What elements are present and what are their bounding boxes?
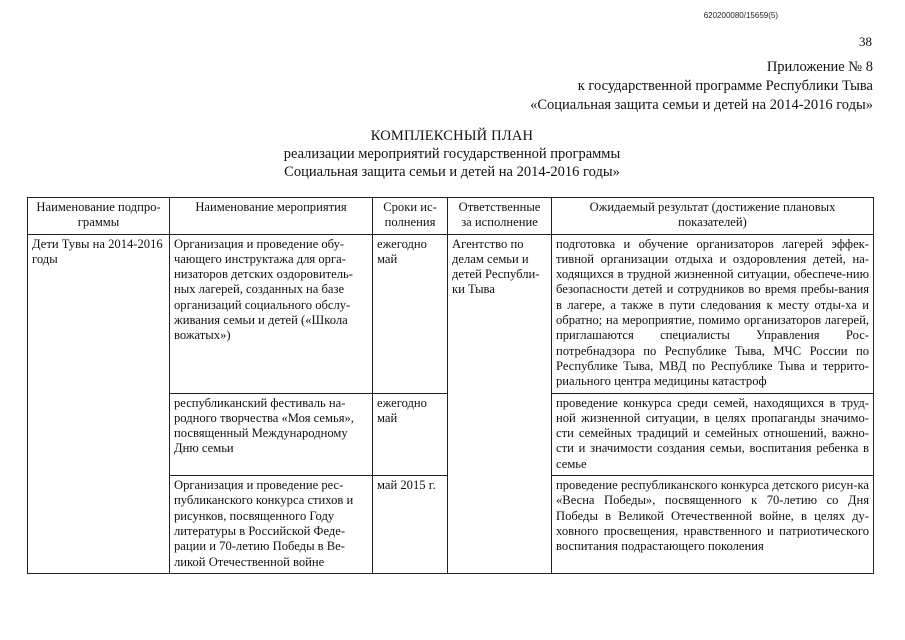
header-result: Ожидаемый результат (достижение плановых показателей) (552, 198, 874, 235)
page-number: 38 (859, 34, 872, 49)
header-activity: Наименование мероприятия (170, 198, 373, 235)
deadline-cell: май 2015 г. (373, 476, 448, 574)
appendix-line-1: Приложение № 8 (766, 59, 873, 75)
document-title (247, 127, 657, 181)
appendix-line-3: «Социальная защита семьи и детей на 2014-2016 годы» (530, 97, 873, 113)
result-cell: подготовка и обучение организаторов лагерей эффек-тивной организации отдыха и оздоровления детей, на-ходящихся в трудной жизненной ситуации, обеспече-нию безопасности детей и сотрудников во время пребы-вания в лагере, а также в пути следования к месту отды-ха и обратно; на мероприятие, помимо организаторов лагерей, приглашаются специалисты Управления Рос-потребнадзора по Республике Тыва, МЧС России по Республике Тыва, МВД по Республике Тыва и террито-риального центра медицины катастроф (552, 234, 874, 393)
plan-table (27, 197, 874, 574)
header-responsible: Ответственные за исполнение (448, 198, 552, 235)
result-cell: проведение конкурса среди семей, находящихся в труд-ной жизненной ситуации, в целях пропаганды значимо-сти семейных традиций и семейных отношений, важно-сти и значимости создания семьи, воспитания ребенка в семье (552, 393, 874, 475)
header-deadline: Сроки ис-полнения (373, 198, 448, 235)
title-line-1: КОМПЛЕКСНЫЙ ПЛАН (370, 128, 534, 144)
activity-cell: Организация и проведение обу-чающего инструктажа для орга-низаторов детских оздоровитель-ных лагерей, созданных на базе организаций социального обслу-живания семьи и детей («Школа вожатых») (170, 234, 373, 393)
responsible-cell: Агентство по делам семьи и детей Республи-ки Тыва (448, 234, 552, 573)
title-line-2: реализации мероприятий государственной программы (283, 146, 621, 162)
appendix-line-2: к государственной программе Республики Тыва (577, 78, 873, 94)
deadline-cell: ежегодно май (373, 234, 448, 393)
header-subprogram: Наименование подпро-граммы (28, 198, 170, 235)
result-cell: проведение республиканского конкурса детского рисун-ка «Весна Победы», посвященного к 70-летию со Дня Победы в Великой Отечественной войне, в целях ду-ховного просвещения, нравственного и патриотического воспитания подрастающего поколения (552, 476, 874, 574)
document-id: 620200080/15659(5) (703, 11, 778, 20)
table-header-row (28, 198, 874, 235)
activity-cell: Организация и проведение рес-публиканского конкурса стихов и рисунков, посвященного Году литературы в Российской Феде-рации и 70-летию Победы в Ве-ликой Отечественной войне (170, 476, 373, 574)
appendix-header (373, 58, 873, 115)
title-line-3: Социальная защита семьи и детей на 2014-2016 годы» (284, 164, 620, 180)
table-row (28, 234, 874, 393)
deadline-cell: ежегодно май (373, 393, 448, 475)
subprogram-cell: Дети Тувы на 2014-2016 годы (28, 234, 170, 573)
activity-cell: республиканский фестиваль на-родного творчества «Моя семья», посвященный Международному Дню семьи (170, 393, 373, 475)
